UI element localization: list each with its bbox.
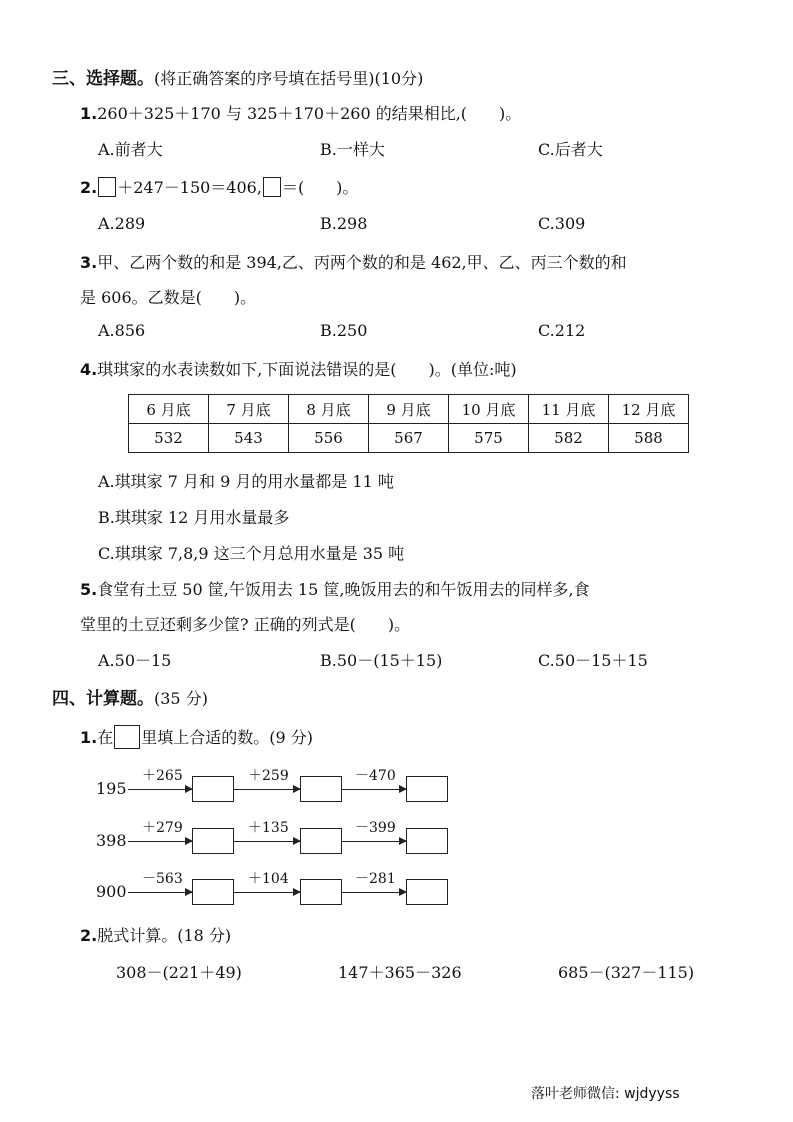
section3-heading [52, 64, 423, 89]
table-cell: 582 [529, 424, 609, 453]
q3-option-c[interactable]: C.212 [538, 321, 586, 340]
q2-option-c[interactable]: C.309 [538, 214, 586, 233]
table-header: 11 月底 [529, 395, 609, 424]
q5-option-a[interactable]: A.50－15 [98, 651, 172, 670]
calc-question-1: 1.在 里填上合适的数。(9 分) [80, 725, 313, 749]
chain-1-op-2: ＋259 [248, 768, 289, 784]
chain-1-op-1: ＋265 [142, 768, 183, 784]
section4-note: (35 分) [154, 689, 208, 708]
arrow [234, 892, 300, 893]
answer-box[interactable] [300, 828, 342, 854]
section4-title: 四、计算题。 [52, 689, 154, 709]
q1-option-b[interactable]: B.一样大 [320, 140, 385, 159]
q1-option-a[interactable]: A.前者大 [98, 140, 163, 159]
answer-box[interactable] [263, 177, 281, 197]
box-symbol [114, 725, 140, 749]
water-meter-table [128, 394, 689, 453]
question-1: 1.260＋325＋170 与 325＋170＋260 的结果相比,( )。 [80, 104, 522, 123]
arrow [342, 789, 406, 790]
table-header-row [129, 395, 689, 424]
chain-1-start: 195 [96, 779, 127, 798]
chain-2-op-2: ＋135 [248, 820, 289, 836]
table-cell: 575 [449, 424, 529, 453]
q4-option-b[interactable]: B.琪琪家 12 月用水量最多 [98, 508, 290, 527]
chain-2-start: 398 [96, 831, 127, 850]
question-5-line1: 5.食堂有土豆 50 筐,午饭用去 15 筐,晚饭用去的和午饭用去的同样多,食 [80, 580, 590, 599]
chain-1-op-3: －470 [355, 768, 396, 784]
table-header: 6 月底 [129, 395, 209, 424]
table-header: 8 月底 [289, 395, 369, 424]
arrow [234, 841, 300, 842]
question-3-line2: 是 606。乙数是( )。 [80, 288, 257, 307]
q3-option-b[interactable]: B.250 [320, 321, 368, 340]
calc-item-2: 147＋365－326 [338, 963, 462, 982]
answer-box[interactable] [406, 828, 448, 854]
question-3-line1: 3.甲、乙两个数的和是 394,乙、丙两个数的和是 462,甲、乙、丙三个数的和 [80, 253, 627, 272]
q5-option-b[interactable]: B.50－(15＋15) [320, 651, 443, 670]
q4-option-c[interactable]: C.琪琪家 7,8,9 这三个月总用水量是 35 吨 [98, 544, 405, 563]
arrow [128, 892, 192, 893]
chain-3-op-2: ＋104 [248, 871, 289, 887]
section4-heading [52, 684, 208, 709]
chain-2-op-1: ＋279 [142, 820, 183, 836]
arrow [128, 841, 192, 842]
table-cell: 532 [129, 424, 209, 453]
table-header: 7 月底 [209, 395, 289, 424]
answer-box[interactable] [98, 177, 116, 197]
chain-3-start: 900 [96, 882, 127, 901]
answer-box[interactable] [300, 879, 342, 905]
table-cell: 556 [289, 424, 369, 453]
footer-contact: 落叶老师微信: wjdyyss [531, 1086, 680, 1102]
answer-box[interactable] [192, 879, 234, 905]
answer-box[interactable] [406, 879, 448, 905]
answer-box[interactable] [192, 776, 234, 802]
calc-question-2: 2.脱式计算。(18 分) [80, 926, 232, 945]
table-cell: 543 [209, 424, 289, 453]
q4-option-a[interactable]: A.琪琪家 7 月和 9 月的用水量都是 11 吨 [98, 472, 394, 491]
arrow [342, 841, 406, 842]
chain-3-op-1: －563 [142, 871, 183, 887]
question-5-line2: 堂里的土豆还剩多少筐? 正确的列式是( )。 [80, 615, 411, 634]
table-cell: 567 [369, 424, 449, 453]
q5-option-c[interactable]: C.50－15＋15 [538, 651, 648, 670]
q2-option-b[interactable]: B.298 [320, 214, 368, 233]
q1-option-c[interactable]: C.后者大 [538, 140, 603, 159]
answer-box[interactable] [300, 776, 342, 802]
calc-item-1: 308－(221＋49) [116, 963, 242, 982]
table-row [129, 424, 689, 453]
arrow [234, 789, 300, 790]
chain-3-op-3: －281 [355, 871, 396, 887]
table-cell: 588 [609, 424, 689, 453]
q2-option-a[interactable]: A.289 [98, 214, 146, 233]
question-4: 4.琪琪家的水表读数如下,下面说法错误的是( )。(单位:吨) [80, 360, 517, 379]
calc-item-3: 685－(327－115) [558, 963, 695, 982]
table-header: 9 月底 [369, 395, 449, 424]
section3-note: (将正确答案的序号填在括号里)(10分) [154, 69, 424, 88]
arrow [128, 789, 192, 790]
table-header: 10 月底 [449, 395, 529, 424]
question-1-text: 260＋325＋170 与 325＋170＋260 的结果相比,( )。 [97, 104, 522, 123]
question-2: 2. ＋247－150＝406, ＝( )。 [80, 178, 359, 197]
answer-box[interactable] [192, 828, 234, 854]
arrow [342, 892, 406, 893]
answer-box[interactable] [406, 776, 448, 802]
q3-option-a[interactable]: A.856 [98, 321, 146, 340]
table-header: 12 月底 [609, 395, 689, 424]
section3-title: 三、选择题。 [52, 69, 154, 89]
chain-2-op-3: －399 [355, 820, 396, 836]
